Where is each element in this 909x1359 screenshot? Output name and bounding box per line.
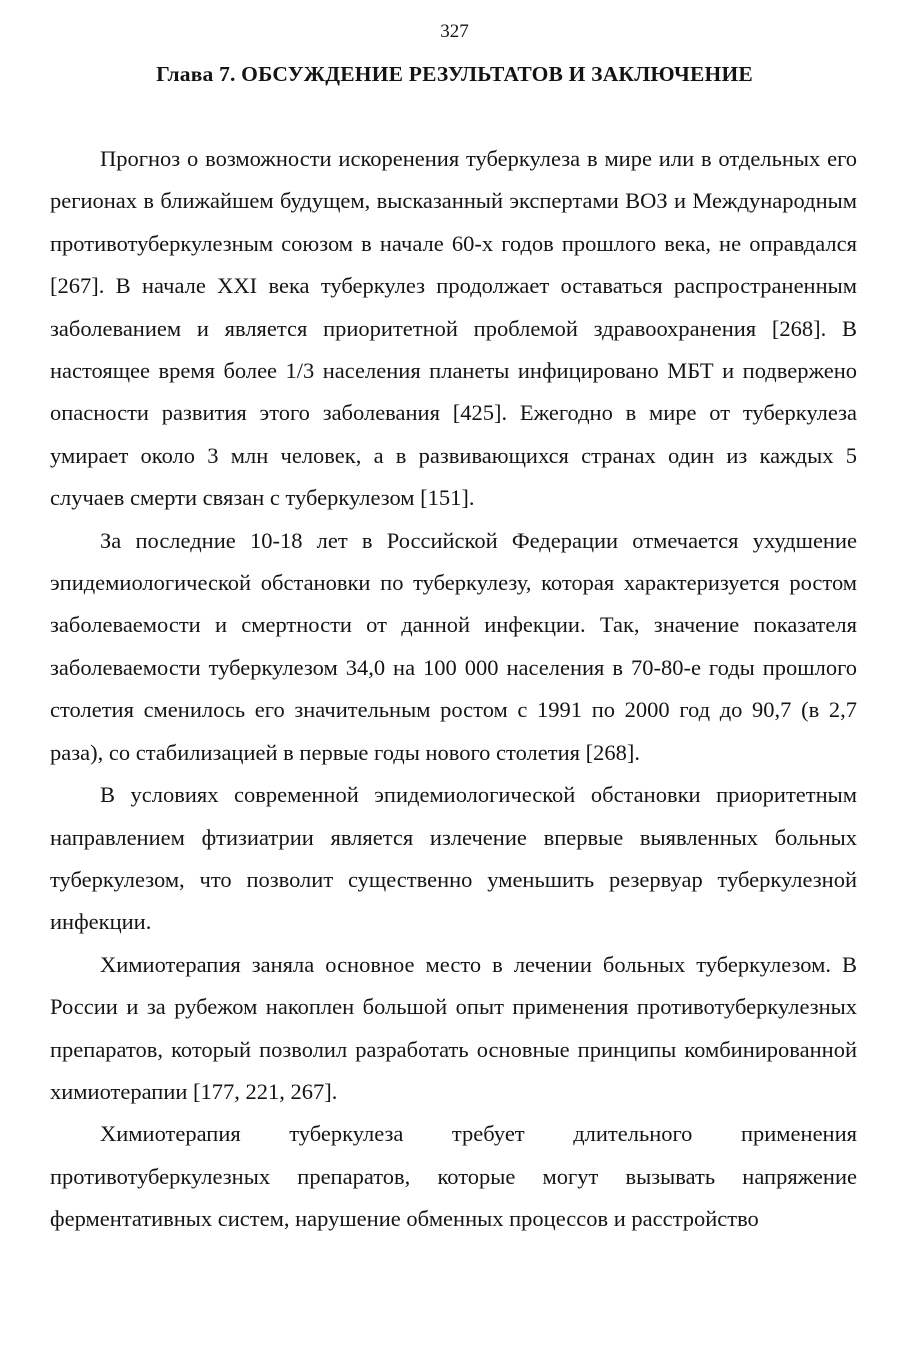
page-number: 327 xyxy=(440,21,469,42)
paragraph-2: За последние 10-18 лет в Российской Федерации отмечается ухудшение эпидемиологической обстановки по туберкулезу, которая характеризуется ростом заболеваемости и смертности от данной инфекции. Так, значение показателя заболеваемости туберкулезом 34,0 на 100 000 населения в 70-80-е годы прошлого столетия сменилось его значительным ростом с 1991 по 2000 год до 90,7 (в 2,7 раза), со стабилизацией в первые годы нового столетия [268]. xyxy=(50,527,857,765)
body-text xyxy=(50,138,857,1241)
paragraph-1: Прогноз о возможности искоренения туберкулеза в мире или в отдельных его регионах в ближайшем будущем, высказанный экспертами ВОЗ и Международным противотуберкулезным союзом в начале 60-х годов прошлого века, не оправдался [267]. В начале XXI века туберкулез продолжает оставаться распространенным заболеванием и является приоритетной проблемой здравоохранения [268]. В настоящее время более 1/3 населения планеты инфицировано МБТ и подвержено опасности развития этого заболевания [425]. Ежегодно в мире от туберкулеза умирает около 3 млн человек, а в развивающихся странах один из каждых 5 случаев смерти связан с туберкулезом [151]. xyxy=(50,146,857,511)
paragraph-5: Химиотерапия туберкулеза требует длительного применения противотуберкулезных препаратов, которые могут вызывать напряжение ферментативных систем, нарушение обменных процессов и расстройство xyxy=(50,1121,857,1232)
paragraph-4: Химиотерапия заняла основное место в лечении больных туберкулезом. В России и за рубежом накоплен большой опыт применения противотуберкулезных препаратов, который позволил разработать основные принципы комбинированной химиотерапии [177, 221, 267]. xyxy=(50,951,857,1104)
chapter-title: Глава 7. ОБСУЖДЕНИЕ РЕЗУЛЬТАТОВ И ЗАКЛЮЧЕНИЕ xyxy=(156,62,753,86)
paragraph-3: В условиях современной эпидемиологической обстановки приоритетным направлением фтизиатрии является излечение впервые выявленных больных туберкулезом, что позволит существенно уменьшить резервуар туберкулезной инфекции. xyxy=(50,782,857,935)
